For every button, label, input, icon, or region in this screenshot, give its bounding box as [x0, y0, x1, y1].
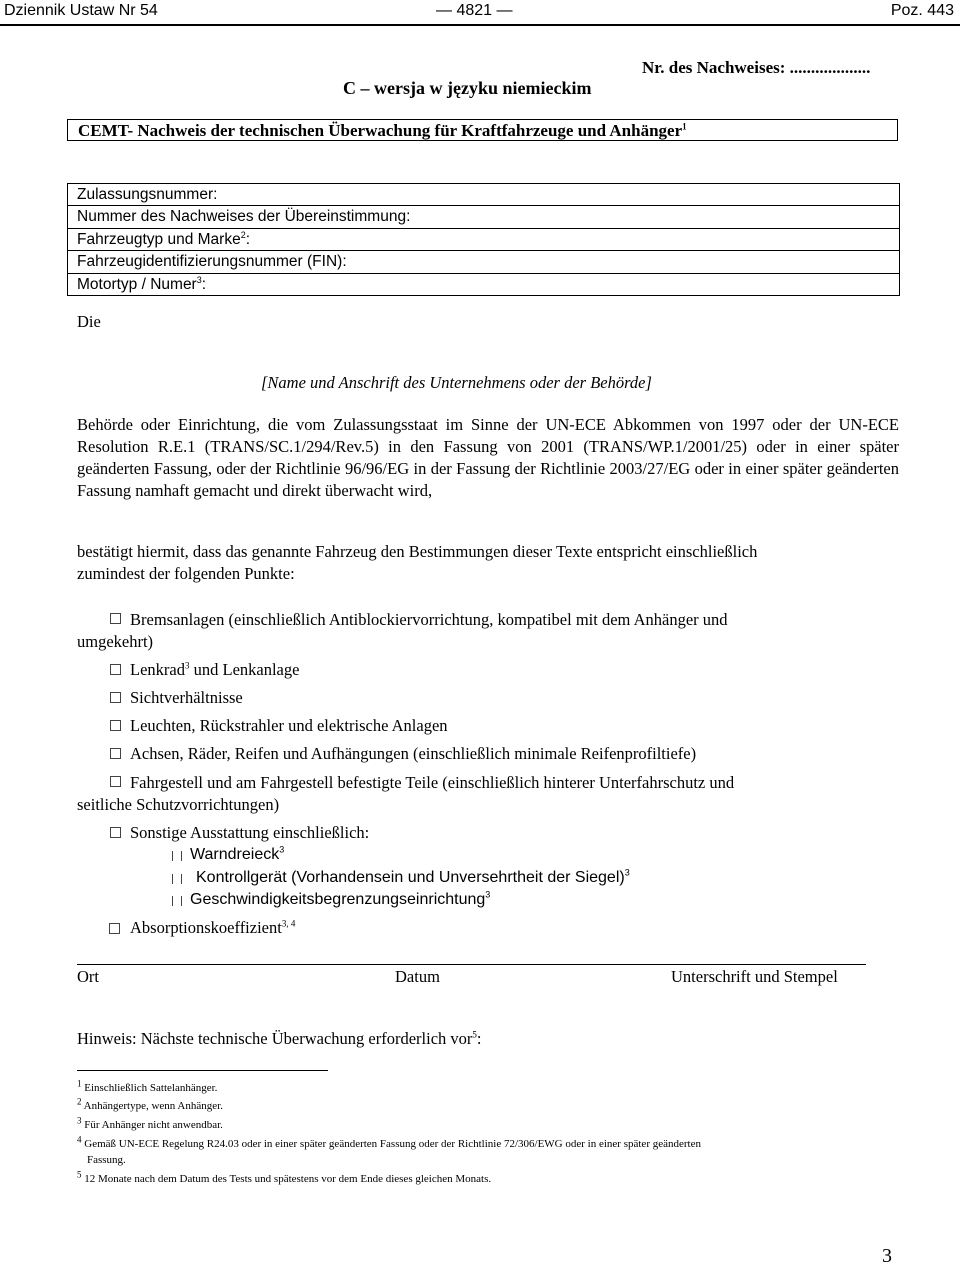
checkbox-tachograph[interactable]: [172, 874, 182, 884]
authority-paragraph: Behörde oder Einrichtung, die vom Zulassungsstaat im Sinne der UN-ECE Abkommen von 1997 oder der UN-ECE Resolution R.E.1 (TRANS/SC.1/294/Rev.5) in den Fassung von 2001 (TRANS/WP.1/2001/25) oder in einer später geänderten Fassung, oder der Richtlinie 96/96/EG in der Fassung der Richtlinie 2003/27/EG oder in einer später geänderten Fassung namhaft gemacht und direkt überwacht wird,: [77, 415, 899, 500]
subitem-speed-limiter: Geschwindigkeitsbegrenzungseinrichtung$^3$: [190, 889, 491, 908]
checkbox-axles[interactable]: [110, 748, 121, 759]
footnote-4-cont: Fassung.: [87, 1154, 126, 1166]
page-header: [0, 0, 960, 26]
checkbox-absorption[interactable]: [109, 923, 120, 934]
checkbox-other[interactable]: [110, 827, 121, 838]
checkbox-steering[interactable]: [110, 664, 121, 675]
item-other-equipment: Sonstige Ausstattung einschließlich:: [130, 823, 370, 842]
authority-placeholder: [Name und Anschrift des Unternehmens oder der Behörde]: [261, 373, 652, 392]
footnote-separator: [77, 1070, 328, 1071]
item-steering: Lenkrad$^3$ und Lenkanlage: [130, 660, 300, 679]
checkbox-warning-triangle[interactable]: [172, 851, 182, 861]
certificate-number: Nr. des Nachweises: ...................: [642, 58, 871, 77]
confirmation-paragraph: bestätigt hiermit, dass das genannte Fahrzeug den Bestimmungen dieser Texte entspricht einschließlich zumindest der folgenden Punkte:: [77, 542, 758, 583]
item-brakes-cont: umgekehrt): [77, 632, 154, 651]
field-registration-number: Zulassungsnummer:: [77, 186, 218, 203]
signature-date: Datum: [395, 967, 440, 986]
die-label: Die: [77, 312, 101, 331]
checkbox-speed-limiter[interactable]: [172, 896, 182, 906]
subitem-warning-triangle: Warndreieck$^3$: [190, 844, 285, 863]
footnote-5: $^5$ 12 Monate nach dem Datum des Tests und spätestens vor dem Ende dieses gleichen Monats.: [77, 1169, 492, 1185]
next-inspection-hint: Hinweis: Nächste technische Überwachung erforderlich vor$^5$:: [77, 1029, 482, 1048]
version-title: C – wersja w języku niemieckim: [343, 78, 592, 98]
footnote-2: $^2$ Anhängertype, wenn Anhänger.: [77, 1096, 223, 1112]
checkbox-lights[interactable]: [110, 720, 121, 731]
signature-rule: [77, 964, 866, 965]
item-lights: Leuchten, Rückstrahler und elektrische Anlagen: [130, 716, 448, 735]
signature-stamp: Unterschrift und Stempel: [671, 967, 838, 986]
checkbox-chassis[interactable]: [110, 776, 121, 787]
journal-page: — 4821 —: [436, 2, 513, 19]
page-number: 3: [882, 1245, 892, 1267]
header-rule: [0, 24, 960, 26]
item-axles: Achsen, Räder, Reifen und Aufhängungen (einschließlich minimale Reifenprofiltiefe): [130, 744, 697, 763]
journal-name: Dziennik Ustaw Nr 54: [4, 2, 158, 19]
item-absorption: Absorptionskoeffizient$^{3, 4}$: [130, 918, 296, 937]
certificate-title-text: CEMT- Nachweis der technischen Überwachung für Kraftfahrzeuge und Anhänger: [78, 121, 683, 140]
field-vin: Fahrzeugidentifizierungsnummer (FIN):: [68, 250, 899, 272]
field-vehicle-type: Fahrzeugtyp und Marke$^2$:: [68, 228, 899, 250]
field-engine-type: Motortyp / Numer$^3$:: [68, 273, 899, 295]
footnote-3: $^3$ Für Anhänger nicht anwendbar.: [77, 1115, 223, 1131]
checkbox-brakes[interactable]: [110, 613, 121, 624]
footnote-1: $^1$ Einschließlich Sattelanhänger.: [77, 1078, 218, 1094]
item-chassis: Fahrgestell und am Fahrgestell befestigte Teile (einschließlich hinterer Unterfahrschutz und: [130, 773, 735, 792]
footnote-4: $^4$ Gemäß UN-ECE Regelung R24.03 oder in einer später geänderten Fassung oder der Richtlinie 72/306/EWG oder in einer später geänderten: [77, 1134, 701, 1150]
title-footnote-ref: 1: [682, 121, 687, 132]
checkbox-visibility[interactable]: [110, 692, 121, 703]
item-chassis-cont: seitliche Schutzvorrichtungen): [77, 795, 280, 814]
item-visibility: Sichtverhältnisse: [130, 688, 243, 707]
vehicle-fields-box: [67, 183, 900, 296]
field-conformity-number: Nummer des Nachweises der Übereinstimmung:: [68, 205, 899, 227]
signature-place: Ort: [77, 967, 99, 986]
subitem-tachograph: Kontrollgerät (Vorhandensein und Unversehrtheit der Siegel)$^3$: [196, 867, 630, 886]
certificate-title: [67, 119, 898, 141]
item-brakes: Bremsanlagen (einschließlich Antiblockiervorrichtung, kompatibel mit dem Anhänger und: [130, 610, 728, 629]
position-number: Poz. 443: [890, 2, 954, 19]
